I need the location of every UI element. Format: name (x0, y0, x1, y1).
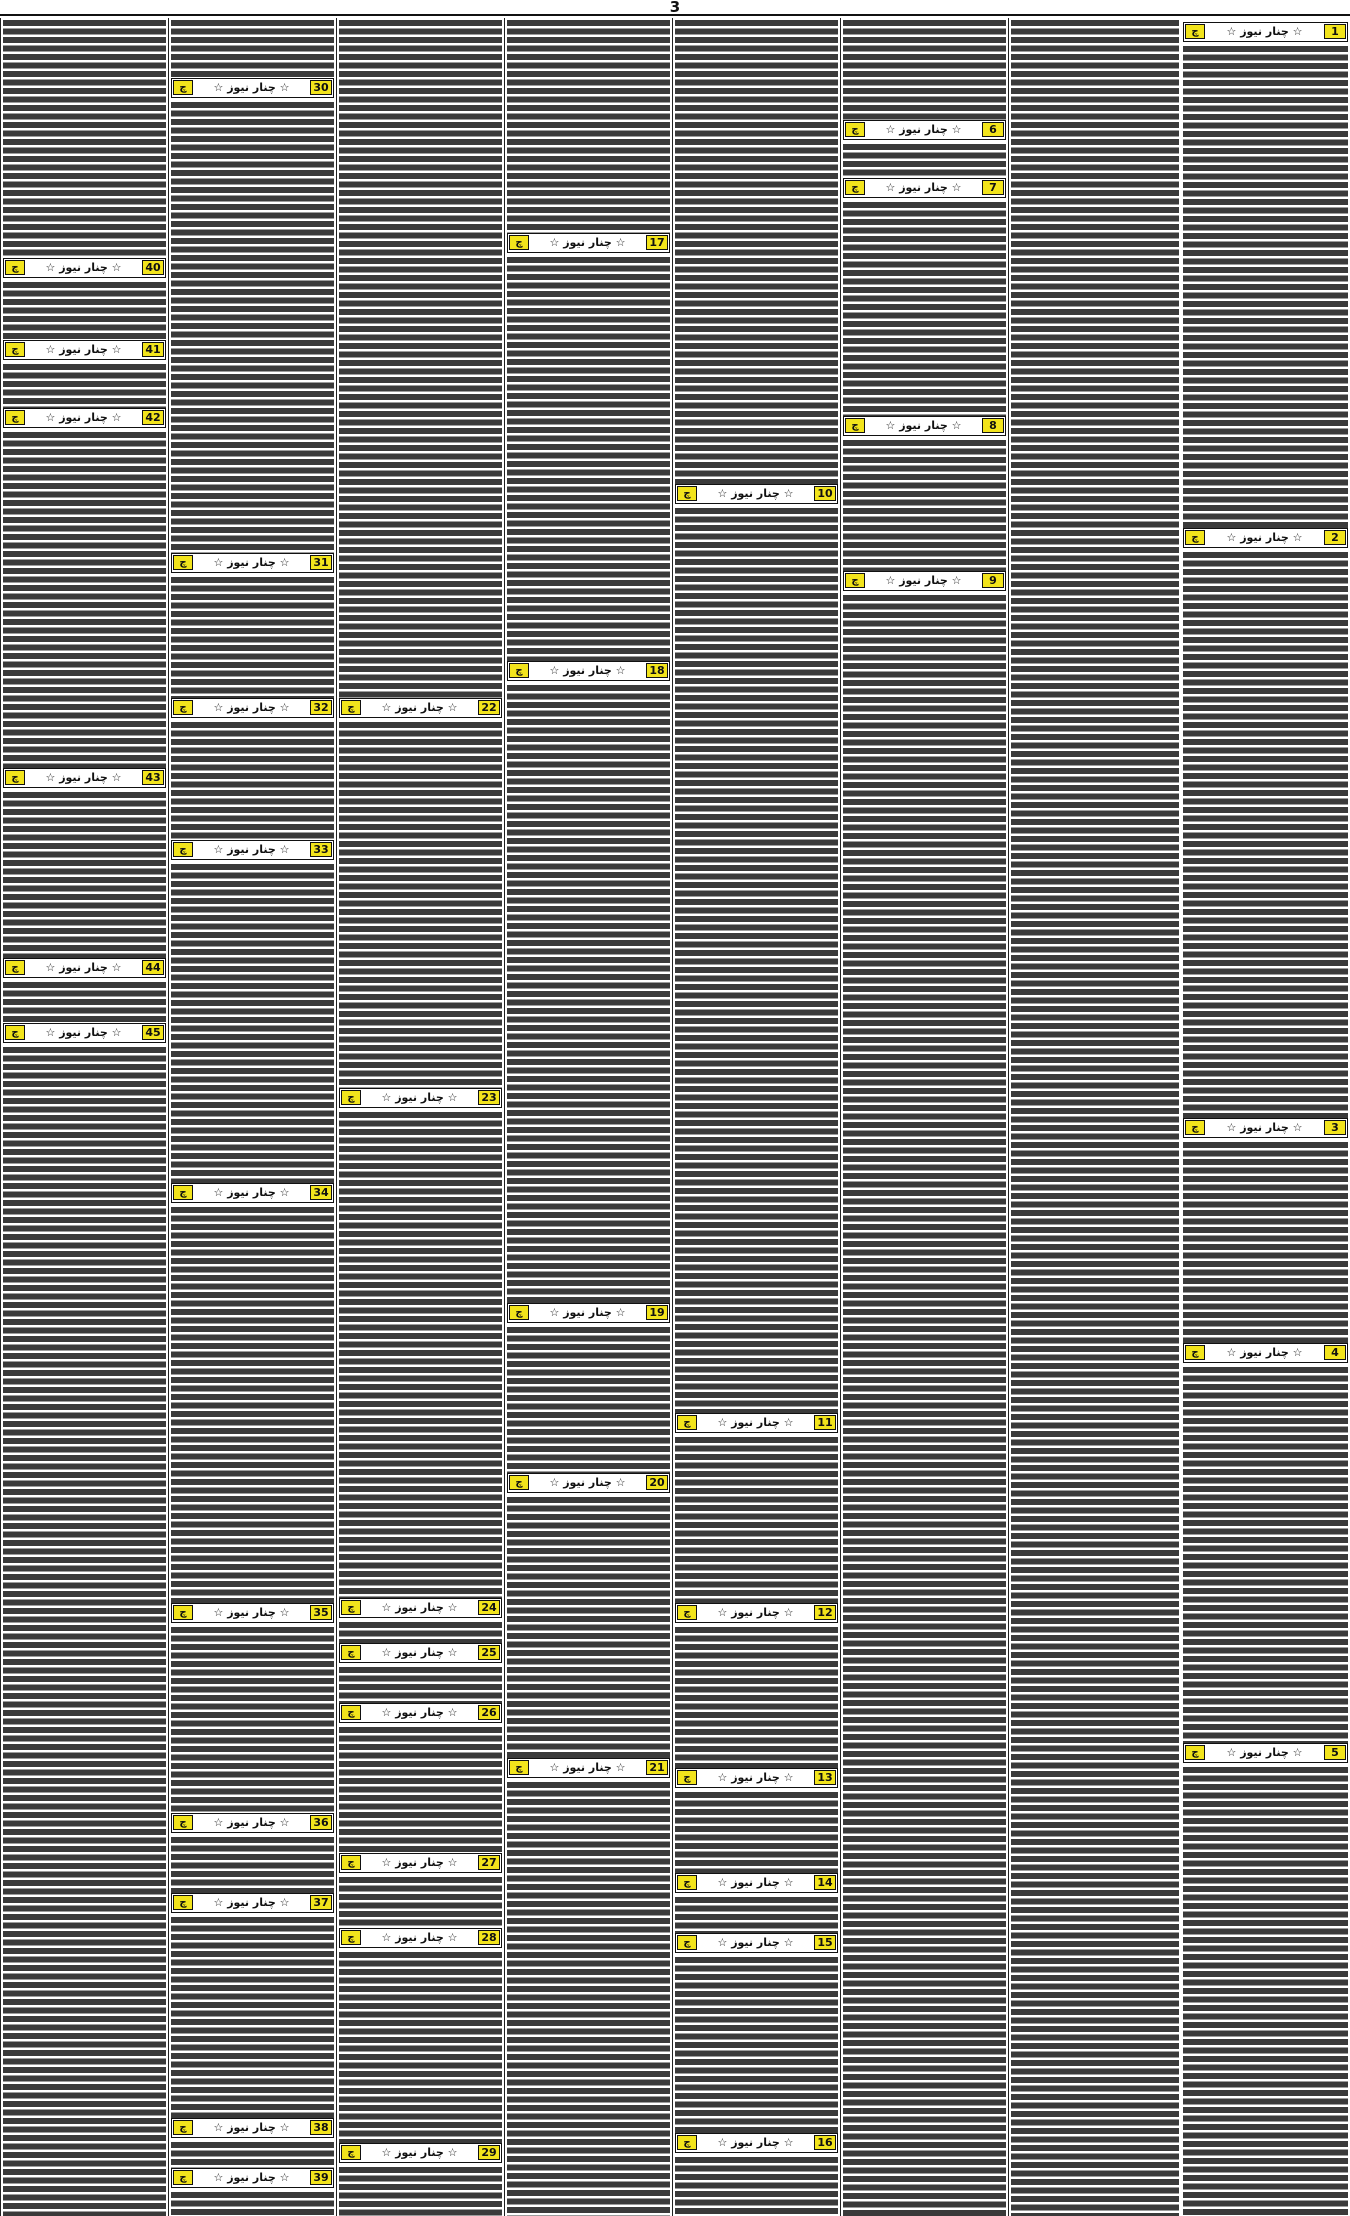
chinar-logo-icon: چ (173, 2120, 193, 2135)
news-item-banner (675, 1603, 838, 1623)
article-text-block (673, 506, 840, 1413)
banner-title: ☆ چنار نیوز ☆ (381, 1646, 458, 1659)
banner-title: ☆ چنار نیوز ☆ (381, 701, 458, 714)
news-column (168, 18, 336, 2216)
chinar-logo-icon: چ (677, 1770, 697, 1785)
chinar-logo-icon: چ (509, 1760, 529, 1775)
article-text-block (169, 18, 336, 78)
banner-title: ☆ چنار نیوز ☆ (213, 1816, 290, 1829)
chinar-logo-icon: چ (341, 1090, 361, 1105)
item-number: 41 (142, 342, 164, 357)
banner-title: ☆ چنار نیوز ☆ (549, 1476, 626, 1489)
banner-title: ☆ چنار نیوز ☆ (381, 1091, 458, 1104)
article-text-block (841, 142, 1008, 178)
chinar-logo-icon: چ (173, 2170, 193, 2185)
banner-title: ☆ چنار نیوز ☆ (1226, 1121, 1303, 1134)
article-text-block (505, 1780, 672, 2216)
chinar-logo-icon: چ (173, 700, 193, 715)
news-item-banner (3, 768, 166, 788)
article-text-block (337, 2165, 504, 2216)
news-item-banner (339, 1598, 502, 1618)
article-text-block (169, 575, 336, 698)
item-number: 8 (982, 418, 1004, 433)
item-number: 43 (142, 770, 164, 785)
item-number: 44 (142, 960, 164, 975)
article-text-block (841, 200, 1008, 416)
article-text-block (505, 1495, 672, 1758)
article-text-block (841, 18, 1008, 120)
news-column (336, 18, 504, 2216)
banner-title: ☆ چنار نیوز ☆ (213, 2121, 290, 2134)
banner-title: ☆ چنار نیوز ☆ (717, 1876, 794, 1889)
chinar-logo-icon: چ (173, 1185, 193, 1200)
article-text-block (169, 2140, 336, 2168)
news-item-banner (507, 1473, 670, 1493)
news-item-banner (1183, 1743, 1348, 1763)
chinar-logo-icon: چ (341, 1855, 361, 1870)
item-number: 14 (814, 1875, 836, 1890)
chinar-logo-icon: چ (677, 1605, 697, 1620)
chinar-logo-icon: چ (341, 2145, 361, 2160)
news-item-banner (843, 571, 1006, 591)
news-item-banner (507, 1758, 670, 1778)
article-text-block (169, 720, 336, 840)
banner-title: ☆ چنار نیوز ☆ (213, 701, 290, 714)
news-item-banner (171, 698, 334, 718)
banner-title: ☆ چنار نیوز ☆ (717, 1606, 794, 1619)
banner-title: ☆ چنار نیوز ☆ (381, 1856, 458, 1869)
item-number: 28 (478, 1930, 500, 1945)
banner-title: ☆ چنار نیوز ☆ (45, 261, 122, 274)
item-number: 9 (982, 573, 1004, 588)
article-text-block (1181, 1765, 1350, 2216)
item-number: 12 (814, 1605, 836, 1620)
article-text-block (337, 1950, 504, 2143)
banner-title: ☆ چنار نیوز ☆ (213, 2171, 290, 2184)
item-number: 19 (646, 1305, 668, 1320)
news-column (0, 18, 168, 2216)
article-text-block (1181, 44, 1350, 528)
item-number: 35 (310, 1605, 332, 1620)
news-item-banner (1183, 1118, 1348, 1138)
item-number: 15 (814, 1935, 836, 1950)
article-text-block (1, 980, 168, 1023)
banner-title: ☆ چنار نیوز ☆ (45, 961, 122, 974)
chinar-logo-icon: چ (509, 1305, 529, 1320)
chinar-logo-icon: چ (1185, 24, 1205, 39)
banner-title: ☆ چنار نیوز ☆ (213, 1606, 290, 1619)
item-number: 32 (310, 700, 332, 715)
article-text-block (673, 1955, 840, 2133)
item-number: 17 (646, 235, 668, 250)
article-text-block (673, 18, 840, 484)
banner-title: ☆ چنار نیوز ☆ (213, 1186, 290, 1199)
item-number: 4 (1324, 1345, 1346, 1360)
article-text-block (1, 430, 168, 768)
article-text-block (1009, 18, 1181, 2216)
news-item-banner (507, 1303, 670, 1323)
news-item-banner (843, 178, 1006, 198)
banner-title: ☆ چنار نیوز ☆ (381, 1931, 458, 1944)
banner-title: ☆ چنار نیوز ☆ (717, 1936, 794, 1949)
news-item-banner (843, 416, 1006, 436)
item-number: 39 (310, 2170, 332, 2185)
news-item-banner (171, 2118, 334, 2138)
item-number: 18 (646, 663, 668, 678)
article-text-block (169, 100, 336, 553)
article-text-block (1181, 1140, 1350, 1343)
chinar-logo-icon: چ (509, 663, 529, 678)
news-column (840, 18, 1008, 2216)
article-text-block (673, 1625, 840, 1768)
chinar-logo-icon: چ (677, 1875, 697, 1890)
chinar-logo-icon: چ (5, 260, 25, 275)
banner-title: ☆ چنار نیوز ☆ (45, 1026, 122, 1039)
news-item-banner (675, 1873, 838, 1893)
chinar-logo-icon: چ (677, 2135, 697, 2150)
chinar-logo-icon: چ (341, 1705, 361, 1720)
news-item-banner (675, 1933, 838, 1953)
article-text-block (169, 1625, 336, 1813)
banner-title: ☆ چنار نیوز ☆ (1226, 1746, 1303, 1759)
article-text-block (169, 1205, 336, 1603)
item-number: 27 (478, 1855, 500, 1870)
chinar-logo-icon: چ (5, 342, 25, 357)
banner-title: ☆ چنار نیوز ☆ (381, 1601, 458, 1614)
article-text-block (673, 1895, 840, 1933)
article-text-block (1181, 550, 1350, 1118)
chinar-logo-icon: چ (1185, 1745, 1205, 1760)
item-number: 21 (646, 1760, 668, 1775)
news-item-banner (171, 78, 334, 98)
chinar-logo-icon: چ (509, 235, 529, 250)
item-number: 29 (478, 2145, 500, 2160)
news-column (1181, 18, 1350, 2216)
item-number: 42 (142, 410, 164, 425)
article-text-block (337, 1725, 504, 1853)
news-item-banner (675, 484, 838, 504)
news-item-banner (3, 958, 166, 978)
news-item-banner (507, 233, 670, 253)
news-item-banner (339, 1703, 502, 1723)
item-number: 37 (310, 1895, 332, 1910)
newspaper-page (0, 14, 1350, 2216)
news-item-banner (171, 1183, 334, 1203)
news-item-banner (675, 2133, 838, 2153)
item-number: 23 (478, 1090, 500, 1105)
news-item-banner (3, 408, 166, 428)
news-item-banner (339, 1088, 502, 1108)
article-text-block (337, 720, 504, 1088)
banner-title: ☆ چنار نیوز ☆ (45, 771, 122, 784)
news-item-banner (171, 2168, 334, 2188)
article-text-block (505, 1325, 672, 1473)
item-number: 30 (310, 80, 332, 95)
item-number: 45 (142, 1025, 164, 1040)
news-item-banner (1183, 528, 1348, 548)
chinar-logo-icon: چ (5, 1025, 25, 1040)
banner-title: ☆ چنار نیوز ☆ (213, 81, 290, 94)
item-number: 3 (1324, 1120, 1346, 1135)
chinar-logo-icon: چ (173, 80, 193, 95)
banner-title: ☆ چنار نیوز ☆ (1226, 25, 1303, 38)
chinar-logo-icon: چ (677, 1415, 697, 1430)
banner-title: ☆ چنار نیوز ☆ (213, 556, 290, 569)
news-item-banner (171, 1603, 334, 1623)
article-text-block (505, 18, 672, 233)
item-number: 31 (310, 555, 332, 570)
banner-title: ☆ چنار نیوز ☆ (549, 664, 626, 677)
item-number: 16 (814, 2135, 836, 2150)
banner-title: ☆ چنار نیوز ☆ (885, 574, 962, 587)
banner-title: ☆ چنار نیوز ☆ (45, 343, 122, 356)
news-item-banner (339, 698, 502, 718)
item-number: 1 (1324, 24, 1346, 39)
article-text-block (1181, 1365, 1350, 1743)
news-item-banner (171, 1813, 334, 1833)
article-text-block (169, 1915, 336, 2118)
article-text-block (337, 1665, 504, 1703)
news-item-banner (1183, 1343, 1348, 1363)
chinar-logo-icon: چ (173, 555, 193, 570)
chinar-logo-icon: چ (845, 573, 865, 588)
banner-title: ☆ چنار نیوز ☆ (549, 236, 626, 249)
news-column (504, 18, 672, 2216)
article-text-block (841, 438, 1008, 571)
page-number: 3 (669, 0, 681, 16)
item-number: 6 (982, 122, 1004, 137)
news-item-banner (339, 2143, 502, 2163)
article-text-block (337, 1875, 504, 1928)
article-text-block (169, 2190, 336, 2216)
news-item-banner (339, 1853, 502, 1873)
news-item-banner (843, 120, 1006, 140)
article-text-block (1, 280, 168, 340)
banner-title: ☆ چنار نیوز ☆ (45, 411, 122, 424)
article-text-block (673, 2155, 840, 2216)
news-column (672, 18, 840, 2216)
banner-title: ☆ چنار نیوز ☆ (885, 123, 962, 136)
chinar-logo-icon: چ (1185, 1345, 1205, 1360)
news-item-banner (171, 840, 334, 860)
article-text-block (1, 362, 168, 408)
banner-title: ☆ چنار نیوز ☆ (381, 2146, 458, 2159)
banner-title: ☆ چنار نیوز ☆ (885, 419, 962, 432)
chinar-logo-icon: چ (5, 960, 25, 975)
article-text-block (169, 1835, 336, 1893)
article-text-block (337, 18, 504, 698)
chinar-logo-icon: چ (341, 1600, 361, 1615)
chinar-logo-icon: چ (677, 486, 697, 501)
item-number: 34 (310, 1185, 332, 1200)
banner-title: ☆ چنار نیوز ☆ (213, 843, 290, 856)
news-item-banner (675, 1768, 838, 1788)
news-item-banner (171, 553, 334, 573)
chinar-logo-icon: چ (173, 1815, 193, 1830)
news-column (1008, 18, 1181, 2216)
item-number: 13 (814, 1770, 836, 1785)
article-text-block (1, 790, 168, 958)
banner-title: ☆ چنار نیوز ☆ (717, 2136, 794, 2149)
chinar-logo-icon: چ (1185, 530, 1205, 545)
news-item-banner (171, 1893, 334, 1913)
item-number: 5 (1324, 1745, 1346, 1760)
chinar-logo-icon: چ (173, 1895, 193, 1910)
banner-title: ☆ چنار نیوز ☆ (1226, 531, 1303, 544)
article-text-block (505, 683, 672, 1303)
item-number: 26 (478, 1705, 500, 1720)
chinar-logo-icon: چ (1185, 1120, 1205, 1135)
chinar-logo-icon: چ (173, 1605, 193, 1620)
item-number: 25 (478, 1645, 500, 1660)
item-number: 11 (814, 1415, 836, 1430)
item-number: 24 (478, 1600, 500, 1615)
item-number: 36 (310, 1815, 332, 1830)
banner-title: ☆ چنار نیوز ☆ (717, 487, 794, 500)
article-text-block (169, 862, 336, 1183)
item-number: 2 (1324, 530, 1346, 545)
banner-title: ☆ چنار نیوز ☆ (213, 1896, 290, 1909)
banner-title: ☆ چنار نیوز ☆ (717, 1771, 794, 1784)
chinar-logo-icon: چ (173, 842, 193, 857)
item-number: 7 (982, 180, 1004, 195)
article-text-block (505, 255, 672, 661)
item-number: 33 (310, 842, 332, 857)
item-number: 40 (142, 260, 164, 275)
news-item-banner (3, 1023, 166, 1043)
item-number: 20 (646, 1475, 668, 1490)
chinar-logo-icon: چ (341, 700, 361, 715)
article-text-block (337, 1110, 504, 1598)
banner-title: ☆ چنار نیوز ☆ (885, 181, 962, 194)
banner-title: ☆ چنار نیوز ☆ (381, 1706, 458, 1719)
article-text-block (673, 1435, 840, 1603)
chinar-logo-icon: چ (5, 410, 25, 425)
news-item-banner (1183, 22, 1348, 42)
article-text-block (1, 18, 168, 258)
item-number: 10 (814, 486, 836, 501)
article-text-block (673, 1790, 840, 1873)
news-item-banner (3, 340, 166, 360)
chinar-logo-icon: چ (341, 1645, 361, 1660)
chinar-logo-icon: چ (845, 180, 865, 195)
item-number: 38 (310, 2120, 332, 2135)
chinar-logo-icon: چ (845, 418, 865, 433)
article-text-block (841, 593, 1008, 2216)
news-item-banner (507, 661, 670, 681)
chinar-logo-icon: چ (677, 1935, 697, 1950)
chinar-logo-icon: چ (845, 122, 865, 137)
news-item-banner (3, 258, 166, 278)
news-item-banner (339, 1643, 502, 1663)
banner-title: ☆ چنار نیوز ☆ (717, 1416, 794, 1429)
news-item-banner (339, 1928, 502, 1948)
article-text-block (337, 1620, 504, 1643)
item-number: 22 (478, 700, 500, 715)
banner-title: ☆ چنار نیوز ☆ (549, 1761, 626, 1774)
chinar-logo-icon: چ (5, 770, 25, 785)
article-text-block (1, 1045, 168, 2216)
news-item-banner (675, 1413, 838, 1433)
chinar-logo-icon: چ (509, 1475, 529, 1490)
banner-title: ☆ چنار نیوز ☆ (549, 1306, 626, 1319)
banner-title: ☆ چنار نیوز ☆ (1226, 1346, 1303, 1359)
chinar-logo-icon: چ (341, 1930, 361, 1945)
